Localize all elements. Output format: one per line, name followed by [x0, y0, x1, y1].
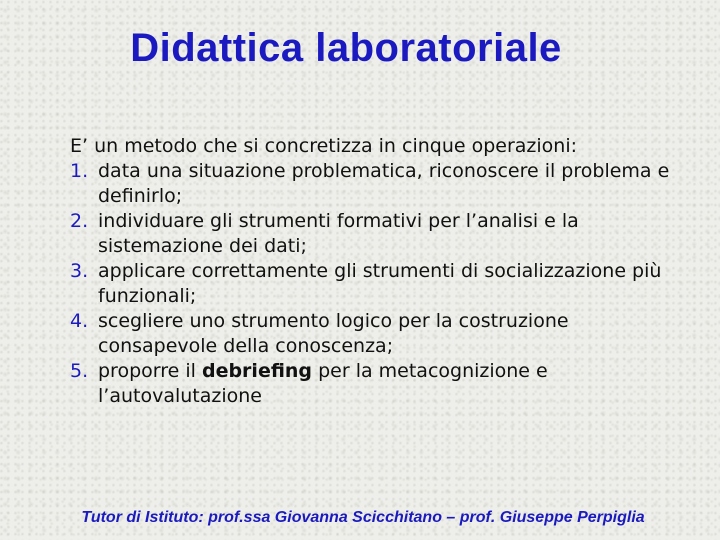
- operation-item-5: [70, 359, 690, 409]
- operation-number: 1.: [70, 160, 89, 182]
- slide-body: [70, 134, 690, 409]
- operation-text: scegliere uno strumento logico per la costruzione consapevole della conoscenza;: [98, 310, 569, 357]
- operation-text-before: proporre il: [98, 360, 202, 382]
- operation-text: [98, 359, 690, 409]
- operation-number: 5.: [70, 360, 89, 382]
- intro-text: E’ un metodo che si concretizza in cinque operazioni:: [70, 135, 578, 157]
- operation-number: 4.: [70, 310, 89, 332]
- operation-text: data una situazione problematica, riconoscere il problema e definirlo;: [98, 160, 670, 207]
- operation-text: individuare gli strumenti formativi per l’analisi e la sistemazione dei dati;: [98, 210, 579, 257]
- operation-text: applicare correttamente gli strumenti di socializzazione più funzionali;: [98, 260, 662, 307]
- slide-title: Didattica laboratoriale: [130, 26, 562, 70]
- operation-number: 2.: [70, 210, 89, 232]
- operation-item-2: [70, 209, 690, 259]
- operations-list: [70, 159, 690, 409]
- operation-item-4: [70, 309, 690, 359]
- operation-text-after: per la metacognizione e l’autovalutazione: [98, 360, 548, 407]
- operation-item-3: [70, 259, 690, 309]
- debriefing-emphasis: debriefing: [201, 360, 313, 382]
- footer-credits: Tutor di Istituto: prof.ssa Giovanna Scicchitano – prof. Giuseppe Perpiglia: [81, 509, 645, 526]
- operation-number: 3.: [70, 260, 89, 282]
- operation-item-1: [70, 159, 690, 209]
